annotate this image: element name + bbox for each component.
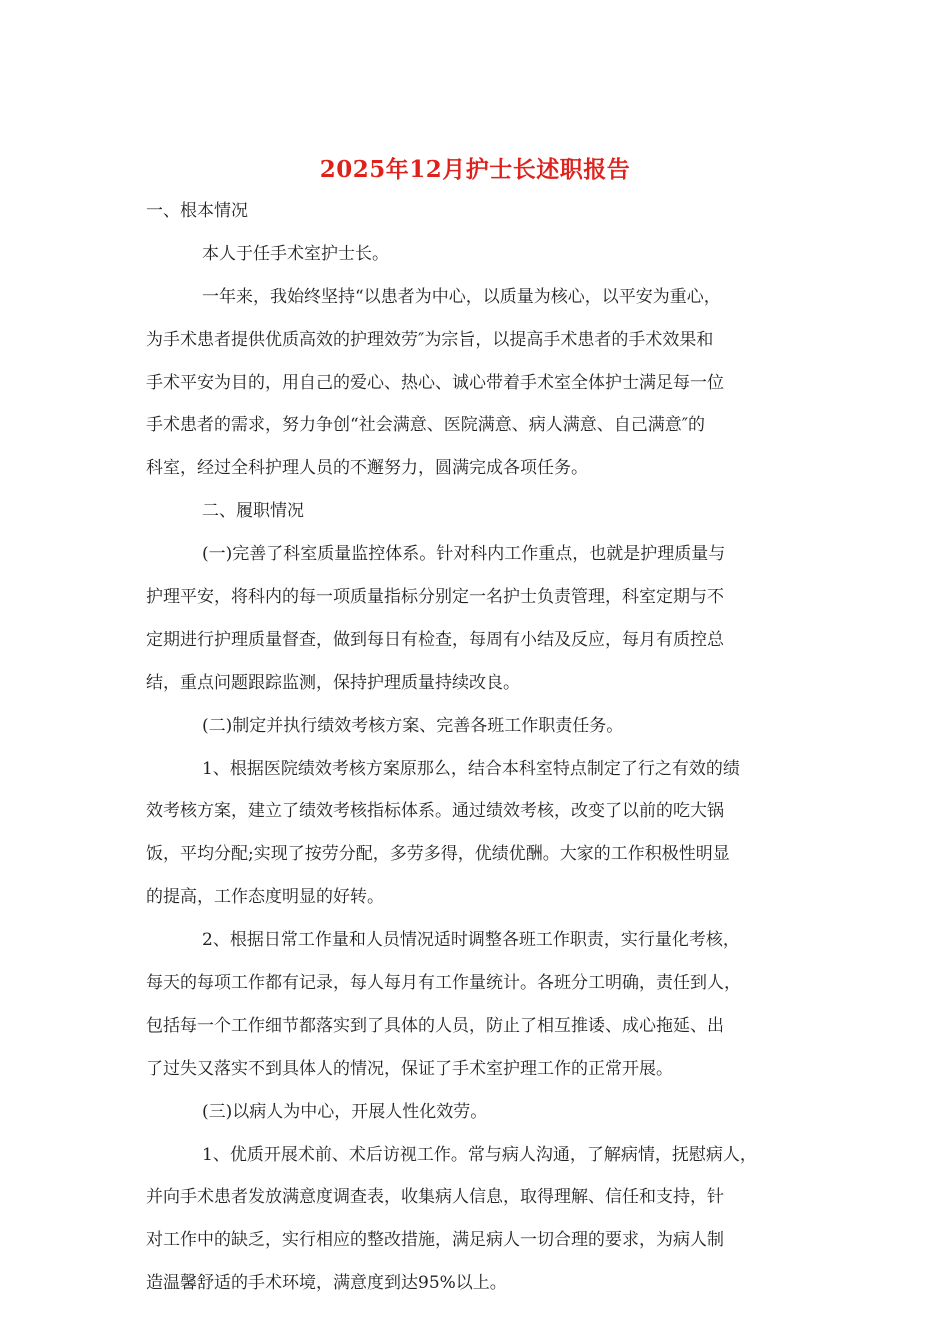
text-line: 1、根据医院绩效考核方案原那么，结合本科室特点制定了行之有效的绩	[202, 758, 740, 779]
document-title: 2025年12月护士长述职报告	[319, 156, 631, 183]
text-line: 一、根本情况	[146, 201, 248, 221]
text-line: 二、履职情况	[202, 501, 304, 522]
text-line: (三)以病人为中心，开展人性化效劳。	[202, 1101, 488, 1122]
text-line: 2、根据日常工作量和人员情况适时调整各班工作职责，实行量化考核，	[202, 930, 740, 951]
text-line: 手术平安为目的，用自己的爱心、热心、诚心带着手术室全体护士满足每一位	[146, 372, 724, 393]
text-line: 手术患者的需求，努力争创“社会满意、医院满意、病人满意、自己满意″的	[146, 415, 706, 436]
text-line: 1、优质开展术前、术后访视工作。常与病人沟通，了解病情，抚慰病人，	[202, 1144, 757, 1165]
text-line: 包括每一个工作细节都落实到了具体的人员，防止了相互推诿、成心拖延、出	[146, 1015, 724, 1036]
text-line: 一年来，我始终坚持“以患者为中心，以质量为核心，以平安为重心，	[202, 286, 721, 307]
text-line: 了过失又落实不到具体人的情况，保证了手术室护理工作的正常开展。	[146, 1058, 673, 1079]
text-line: 造温馨舒适的手术环境，满意度到达95%以上。	[146, 1273, 507, 1294]
document-body	[146, 196, 814, 1300]
text-line: 本人于任手术室护士长。	[202, 243, 389, 264]
text-line: 为手术患者提供优质高效的护理效劳″为宗旨，以提高手术患者的手术效果和	[146, 329, 714, 350]
text-line: 并向手术患者发放满意度调查表，收集病人信息，取得理解、信任和支持，针	[146, 1187, 724, 1208]
text-line: 饭，平均分配;实现了按劳分配，多劳多得，优绩优酬。大家的工作积极性明显	[146, 844, 730, 865]
text-line: 的提高，工作态度明显的好转。	[146, 887, 384, 908]
text-line: 科室，经过全科护理人员的不邂努力，圆满完成各项任务。	[146, 458, 588, 479]
text-line: (一)完善了科室质量监控体系。针对科内工作重点，也就是护理质量与	[202, 544, 726, 565]
text-line: 护理平安，将科内的每一项质量指标分别定一名护士负责管理，科室定期与不	[146, 587, 724, 608]
text-line: 结，重点问题跟踪监测，保持护理质量持续改良。	[146, 672, 520, 693]
text-line: 效考核方案，建立了绩效考核指标体系。通过绩效考核，改变了以前的吃大锅	[146, 801, 724, 822]
text-line: 对工作中的缺乏，实行相应的整改措施，满足病人一切合理的要求，为病人制	[146, 1230, 724, 1251]
text-line: 定期进行护理质量督查，做到每日有检查，每周有小结及反应，每月有质控总	[146, 629, 724, 650]
text-line: 每天的每项工作都有记录，每人每月有工作量统计。各班分工明确，责任到人，	[146, 973, 741, 994]
text-line: (二)制定并执行绩效考核方案、完善各班工作职责任务。	[202, 715, 624, 736]
